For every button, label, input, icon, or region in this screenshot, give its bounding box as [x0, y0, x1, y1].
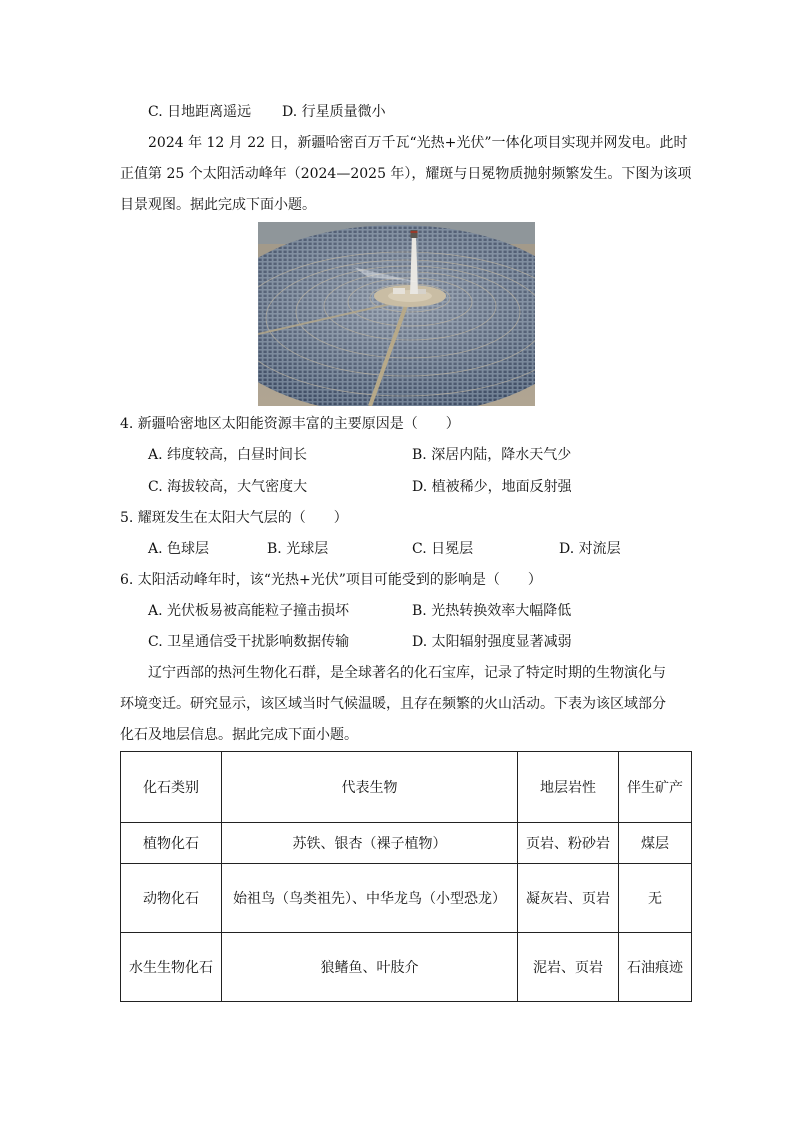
q4-option-b: B. 深居内陆，降水天气少: [412, 447, 572, 463]
q5-option-a: A. 色球层: [148, 541, 210, 557]
table-row: [121, 864, 692, 933]
table-cell: 石油痕迹: [619, 933, 692, 1002]
passage2-line3: 化石及地层信息。据此完成下面小题。: [120, 727, 358, 743]
table-cell: 苏铁、银杏（裸子植物）: [222, 823, 518, 864]
table-cell: 凝灰岩、页岩: [518, 864, 619, 933]
q4-option-c: C. 海拔较高，大气密度大: [148, 479, 308, 495]
table-cell: 煤层: [619, 823, 692, 864]
passage1-line1: 2024 年 12 月 22 日，新疆哈密百万千瓦“光热+光伏”一体化项目实现并网发电。此时: [148, 135, 688, 151]
q5-option-b: B. 光球层: [267, 541, 329, 557]
prev-option-d: D. 行星质量微小: [282, 104, 386, 120]
table-cell: 狼鳍鱼、叶肢介: [222, 933, 518, 1002]
fossil-table: [120, 751, 692, 1002]
q4-option-a: A. 纬度较高，白昼时间长: [148, 447, 308, 463]
table-cell: 始祖鸟（鸟类祖先）、中华龙鸟（小型恐龙）: [222, 864, 518, 933]
question-4-stem: 4. 新疆哈密地区太阳能资源丰富的主要原因是（ ）: [120, 416, 460, 432]
q6-option-b: B. 光热转换效率大幅降低: [412, 603, 572, 619]
q6-option-d: D. 太阳辐射强度显著减弱: [412, 634, 572, 650]
table-header-row: [121, 752, 692, 823]
q4-option-d: D. 植被稀少，地面反射强: [412, 479, 572, 495]
table-cell: 无: [619, 864, 692, 933]
passage1-line3: 目景观图。据此完成下面小题。: [120, 197, 316, 213]
table-cell: 泥岩、页岩: [518, 933, 619, 1002]
q5-option-c: C. 日冕层: [412, 541, 474, 557]
table-header-cell: 伴生矿产: [619, 752, 692, 823]
passage2-line2: 环境变迁。研究显示，该区域当时气候温暖，且存在频繁的火山活动。下表为该区域部分: [120, 696, 666, 712]
q5-option-d: D. 对流层: [559, 541, 621, 557]
table-cell: 水生生物化石: [121, 933, 222, 1002]
prev-option-c: C. 日地距离遥远: [148, 104, 252, 120]
table-header-cell: 代表生物: [222, 752, 518, 823]
table-header-cell: 地层岩性: [518, 752, 619, 823]
table-cell: 页岩、粉砂岩: [518, 823, 619, 864]
passage1-line2: 正值第 25 个太阳活动峰年（2024—2025 年），耀斑与日冕物质抛射频繁发生。下图为该项: [120, 166, 692, 182]
q6-option-a: A. 光伏板易被高能粒子撞击损坏: [148, 603, 350, 619]
solar-tower-photo: [258, 222, 535, 406]
q6-option-c: C. 卫星通信受干扰影响数据传输: [148, 634, 350, 650]
table-cell: 植物化石: [121, 823, 222, 864]
question-6-stem: 6. 太阳活动峰年时，该“光热+光伏”项目可能受到的影响是（ ）: [120, 572, 542, 588]
passage2-line1: 辽宁西部的热河生物化石群，是全球著名的化石宝库，记录了特定时期的生物演化与: [148, 665, 666, 681]
table-header-cell: 化石类别: [121, 752, 222, 823]
table-row: [121, 823, 692, 864]
question-5-stem: 5. 耀斑发生在太阳大气层的（ ）: [120, 510, 348, 526]
table-row: [121, 933, 692, 1002]
table-cell: 动物化石: [121, 864, 222, 933]
